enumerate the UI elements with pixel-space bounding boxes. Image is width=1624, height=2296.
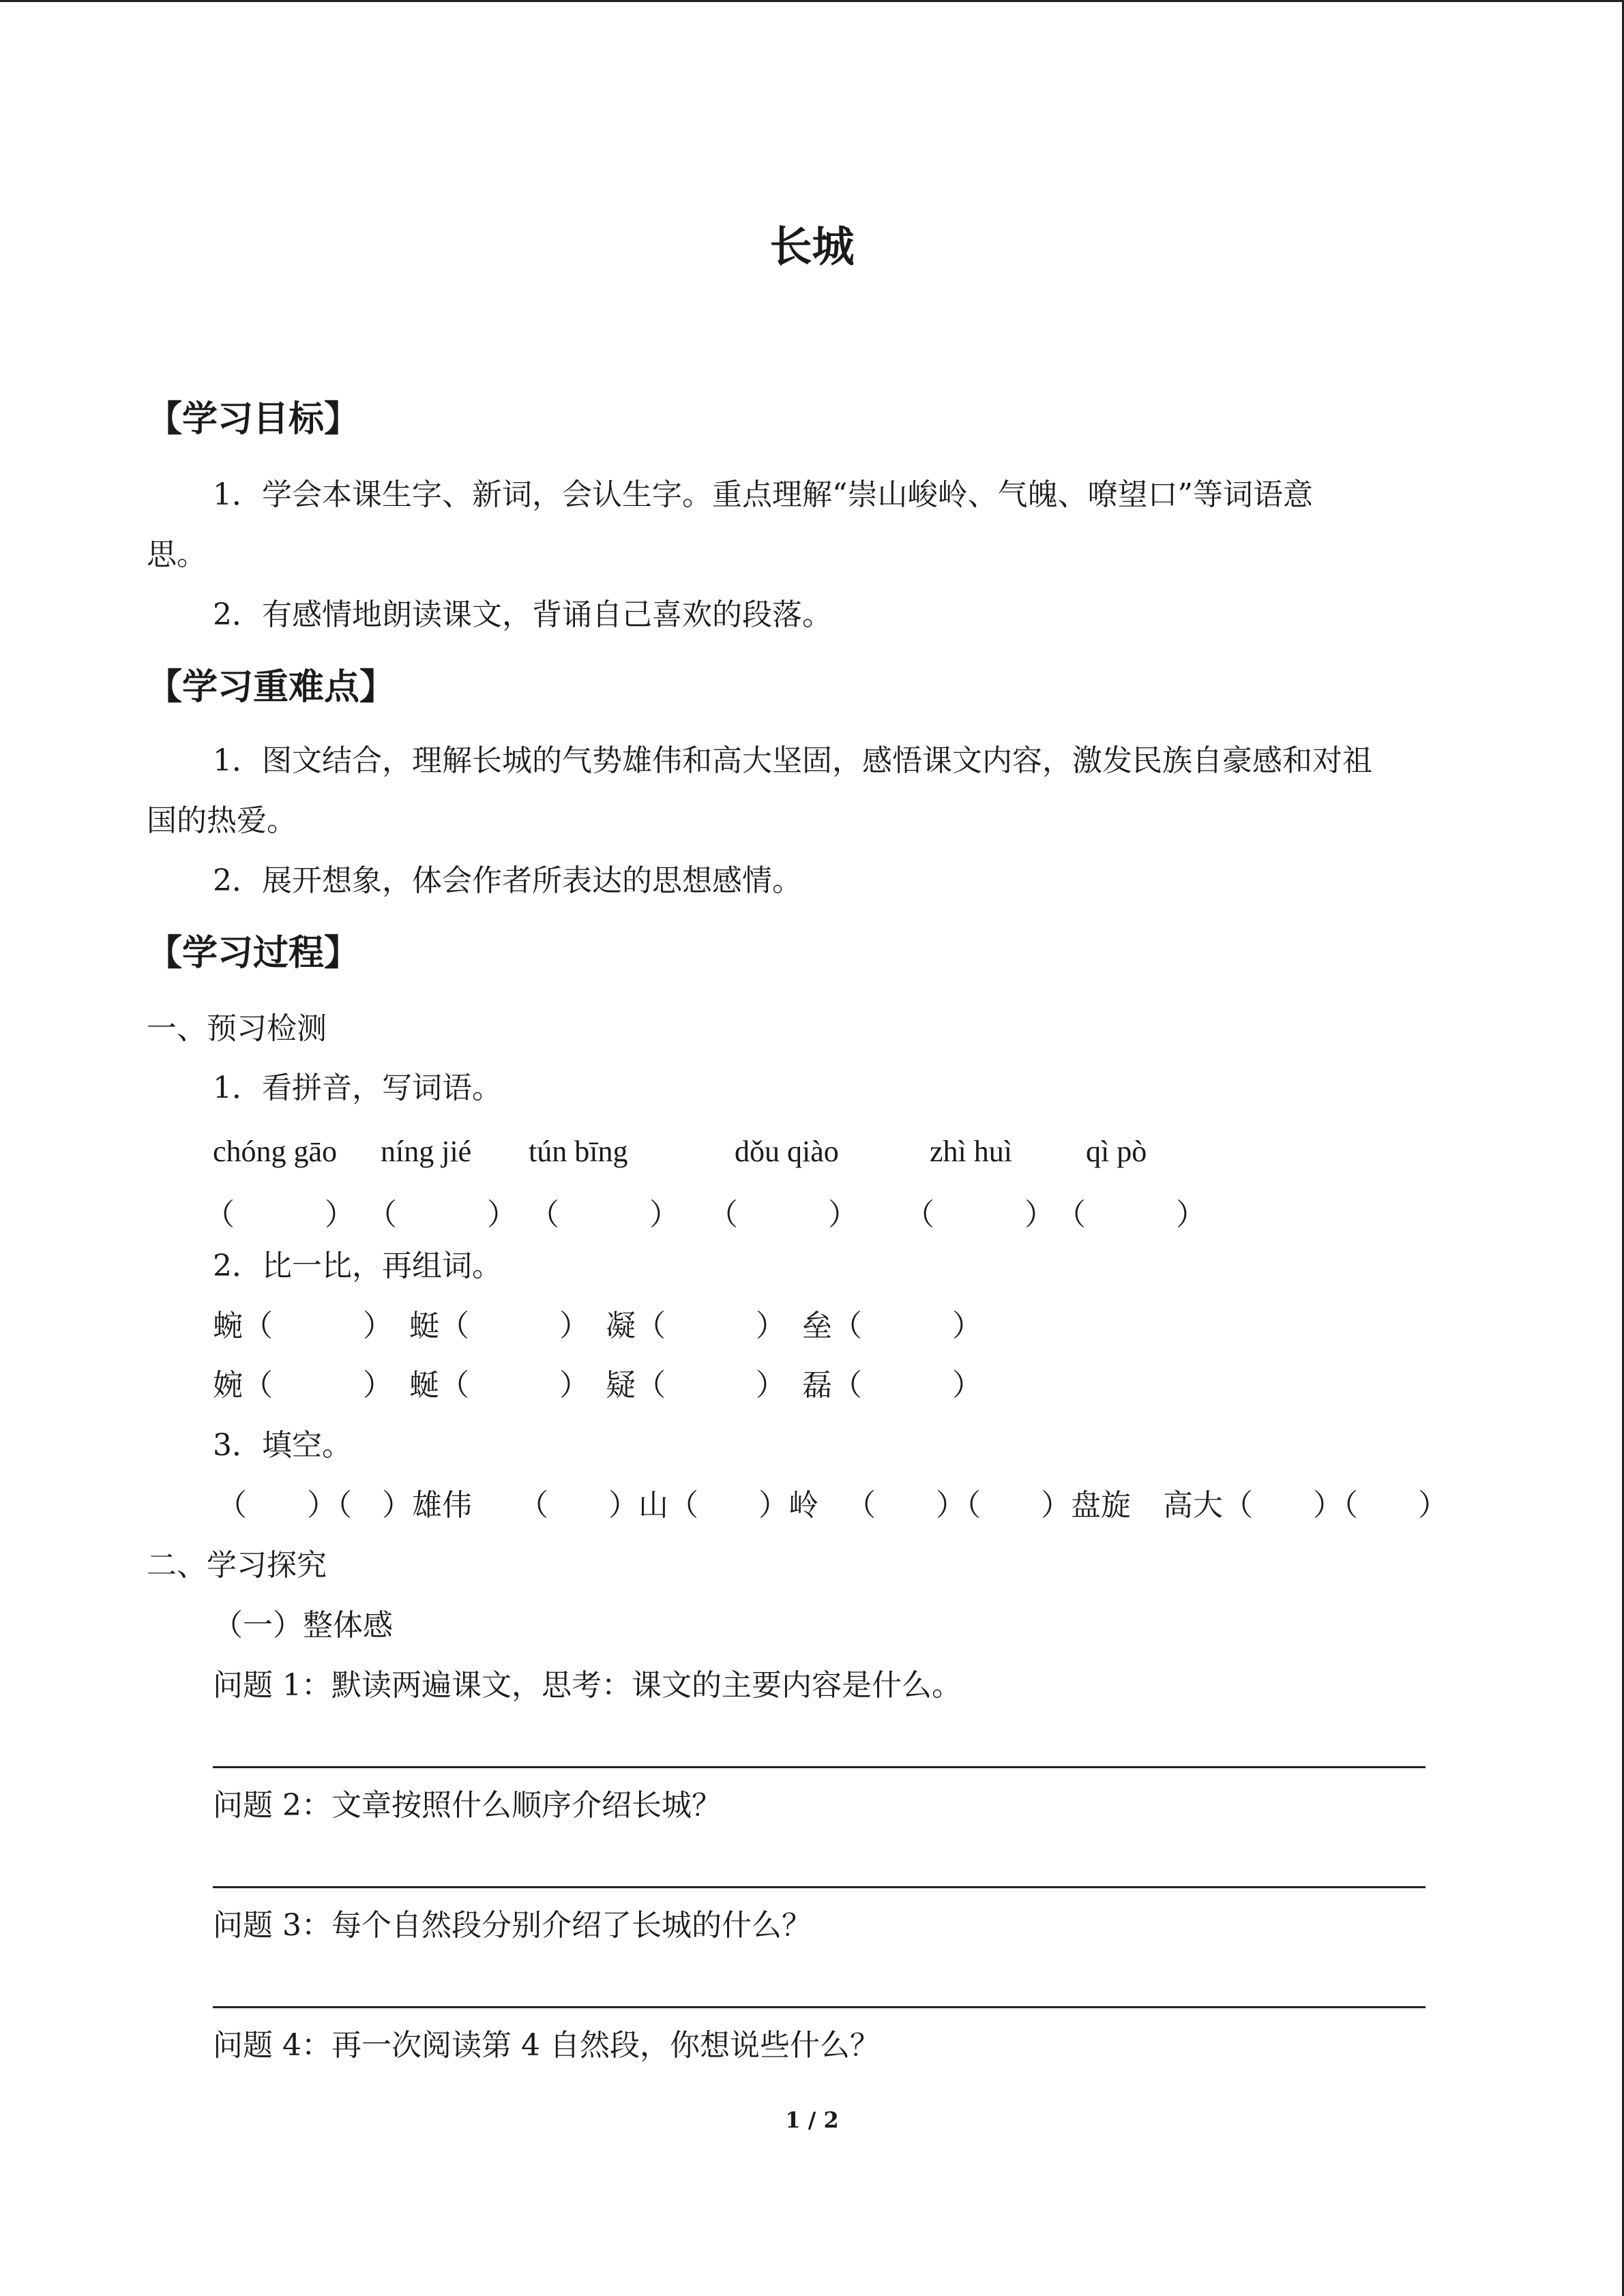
pinyin-4: dǒu qiào	[735, 1135, 839, 1168]
pinyin-blank-2[interactable]: （ ）	[367, 1197, 517, 1232]
question-compare: 2．比一比，再组词。	[213, 1249, 502, 1283]
sub-section-overall: （一）整体感	[213, 1608, 393, 1643]
pinyin-blank-6[interactable]: （ ）	[1056, 1197, 1206, 1232]
question-2: 问题 2：文章按照什么顺序介绍长城？	[213, 1788, 722, 1823]
compare-1-3[interactable]: 凝（ ）	[606, 1309, 786, 1343]
pinyin-blank-1[interactable]: （ ）	[205, 1197, 355, 1232]
question-1: 问题 1：默读两遍课文，思考：课文的主要内容是什么。	[213, 1668, 962, 1703]
pinyin-1: chóng gāo	[213, 1135, 338, 1168]
fill-item-2[interactable]: （ ）山（ ）岭	[518, 1488, 818, 1523]
part1-preview-check: 一、预习检测	[147, 1011, 327, 1046]
objectives-heading: 【学习目标】	[147, 398, 360, 440]
pinyin-5: zhì huì	[930, 1135, 1012, 1168]
compare-2-1[interactable]: 婉（ ）	[213, 1368, 393, 1403]
process-heading: 【学习过程】	[147, 932, 360, 974]
compare-2-2[interactable]: 蜒（ ）	[409, 1368, 589, 1403]
fill-item-1[interactable]: （ ）（ ）雄伟	[217, 1488, 472, 1523]
keypoint-1-line2: 国的热爱。	[147, 803, 297, 838]
pinyin-blank-5[interactable]: （ ）	[904, 1197, 1054, 1232]
pinyin-3: tún bīng	[529, 1135, 628, 1168]
fill-item-4[interactable]: 高大（ ）（ ）	[1163, 1488, 1448, 1523]
keypoints-heading: 【学习重难点】	[147, 666, 396, 708]
compare-1-4[interactable]: 垒（ ）	[802, 1309, 982, 1343]
keypoint-2: 2．展开想象，体会作者所表达的思想感情。	[213, 863, 802, 898]
page-title: 长城	[769, 222, 855, 271]
pinyin-blank-3[interactable]: （ ）	[529, 1197, 679, 1232]
question-4: 问题 4：再一次阅读第 4 自然段，你想说些什么？	[213, 2028, 880, 2063]
objective-1-line2: 思。	[147, 537, 207, 572]
answer-line-3[interactable]	[213, 2006, 1426, 2008]
pinyin-blank-4[interactable]: （ ）	[708, 1197, 858, 1232]
answer-line-2[interactable]	[213, 1886, 1426, 1888]
answer-line-1[interactable]	[213, 1766, 1426, 1768]
question-pinyin: 1．看拼音，写词语。	[213, 1071, 502, 1105]
pinyin-2: níng jié	[381, 1135, 472, 1168]
compare-2-4[interactable]: 磊（ ）	[802, 1368, 982, 1403]
keypoint-1-line1: 1．图文结合，理解长城的气势雄伟和高大坚固，感悟课文内容，激发民族自豪感和对祖	[213, 743, 1372, 778]
compare-1-2[interactable]: 蜓（ ）	[409, 1309, 589, 1343]
fill-item-3[interactable]: （ ）（ ）盘旋	[846, 1488, 1131, 1523]
part2-explore: 二、学习探究	[147, 1548, 327, 1583]
top-border	[0, 0, 1624, 2]
objective-1-line1: 1．学会本课生字、新词，会认生字。重点理解“崇山峻岭、气魄、嘹望口”等词语意	[213, 477, 1313, 512]
page-number: 1 / 2	[785, 2107, 839, 2133]
compare-1-1[interactable]: 蜿（ ）	[213, 1309, 393, 1343]
question-3: 问题 3：每个自然段分别介绍了长城的什么？	[213, 1908, 812, 1943]
compare-2-3[interactable]: 疑（ ）	[606, 1368, 786, 1403]
pinyin-6: qì pò	[1086, 1135, 1147, 1168]
objective-2: 2．有感情地朗读课文，背诵自己喜欢的段落。	[213, 597, 832, 632]
question-fill: 3．填空。	[213, 1428, 352, 1463]
